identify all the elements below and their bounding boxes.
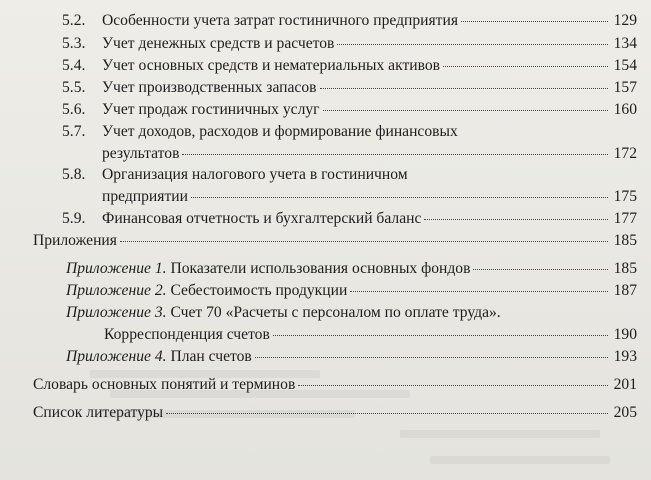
appendix-prefix: Приложение 2. <box>66 282 167 299</box>
toc-title: Список литературы <box>33 404 164 421</box>
toc-page: 172 <box>613 145 637 162</box>
toc-title: Себестоимость продукции <box>170 282 348 299</box>
toc-entry[interactable] <box>62 164 637 208</box>
toc-entry[interactable] <box>66 346 637 368</box>
toc-entry[interactable] <box>62 55 637 77</box>
dot-leader <box>120 241 608 242</box>
toc-number: 5.3. <box>62 35 86 52</box>
toc-entry[interactable] <box>62 99 637 121</box>
toc-entry[interactable] <box>66 258 637 280</box>
toc-title: Особенности учета затрат гостиничного предприятия <box>102 12 459 29</box>
toc-title: Организация налогового учета в гостиничном <box>102 166 408 183</box>
dot-leader <box>255 357 608 358</box>
dot-leader <box>191 197 608 198</box>
toc-title-continuation: предприятии <box>102 188 188 205</box>
toc-title: Приложения <box>33 232 117 249</box>
toc-title: Финансовая отчетность и бухгалтерский баланс <box>102 210 422 227</box>
dot-leader <box>473 269 608 270</box>
toc-page: 185 <box>613 232 637 249</box>
toc-title: Учет основных средств и нематериальных активов <box>102 57 441 74</box>
toc-entry[interactable] <box>62 77 637 99</box>
toc-title: Показатели использования основных фондов <box>170 260 471 277</box>
toc-page: 190 <box>613 326 637 343</box>
toc-page: 157 <box>613 79 637 96</box>
toc-number: 5.2. <box>62 12 86 29</box>
toc-number: 5.7. <box>62 123 86 140</box>
toc-title: Учет производственных запасов <box>102 79 317 96</box>
toc-number: 5.5. <box>62 79 86 96</box>
dot-leader <box>323 110 608 111</box>
dot-leader <box>166 413 608 414</box>
toc-title: План счетов <box>170 348 252 365</box>
toc-number: 5.9. <box>62 210 86 227</box>
appendix-prefix: Приложение 1. <box>66 260 167 277</box>
dot-leader <box>298 385 608 386</box>
toc-page: 201 <box>613 376 637 393</box>
toc-entry[interactable] <box>33 402 637 424</box>
dot-leader <box>337 44 608 45</box>
toc-page: 129 <box>613 12 637 29</box>
toc-title-continuation: Корреспонденция счетов <box>104 326 270 343</box>
toc-page: 154 <box>613 57 637 74</box>
toc-page: 175 <box>613 188 637 205</box>
dot-leader <box>182 154 608 155</box>
toc-entry[interactable] <box>66 302 637 346</box>
toc-page: 185 <box>613 260 637 277</box>
toc-entry[interactable] <box>62 10 637 32</box>
appendix-prefix: Приложение 3. <box>66 304 167 321</box>
toc-number: 5.8. <box>62 166 86 183</box>
appendix-prefix: Приложение 4. <box>66 348 167 365</box>
toc-page: 160 <box>613 101 637 118</box>
toc-page: 193 <box>613 348 637 365</box>
toc-page: 187 <box>613 282 637 299</box>
toc-number: 5.4. <box>62 57 86 74</box>
toc-page: 205 <box>613 404 637 421</box>
dot-leader <box>273 335 608 336</box>
dot-leader <box>461 21 608 22</box>
toc-title: Словарь основных понятий и терминов <box>33 376 296 393</box>
dot-leader <box>320 88 608 89</box>
toc-entry[interactable] <box>33 230 637 252</box>
toc-entry[interactable] <box>62 208 637 230</box>
toc-page: 134 <box>613 35 637 52</box>
toc-number: 5.6. <box>62 101 86 118</box>
toc-title: Учет продаж гостиничных услуг <box>102 101 320 118</box>
toc-title: Учет денежных средств и расчетов <box>102 35 335 52</box>
toc-title: Счет 70 «Расчеты с персоналом по оплате труда». <box>170 304 501 321</box>
toc-entry[interactable] <box>62 33 637 55</box>
dot-leader <box>424 219 608 220</box>
toc-entry[interactable] <box>33 374 637 396</box>
toc-entry[interactable] <box>66 280 637 302</box>
dot-leader <box>443 66 608 67</box>
toc-title-continuation: результатов <box>102 145 180 162</box>
dot-leader <box>350 291 608 292</box>
toc-page: 177 <box>613 210 637 227</box>
toc-title: Учет доходов, расходов и формирование финансовых <box>102 123 458 140</box>
toc-entry[interactable] <box>62 121 637 165</box>
